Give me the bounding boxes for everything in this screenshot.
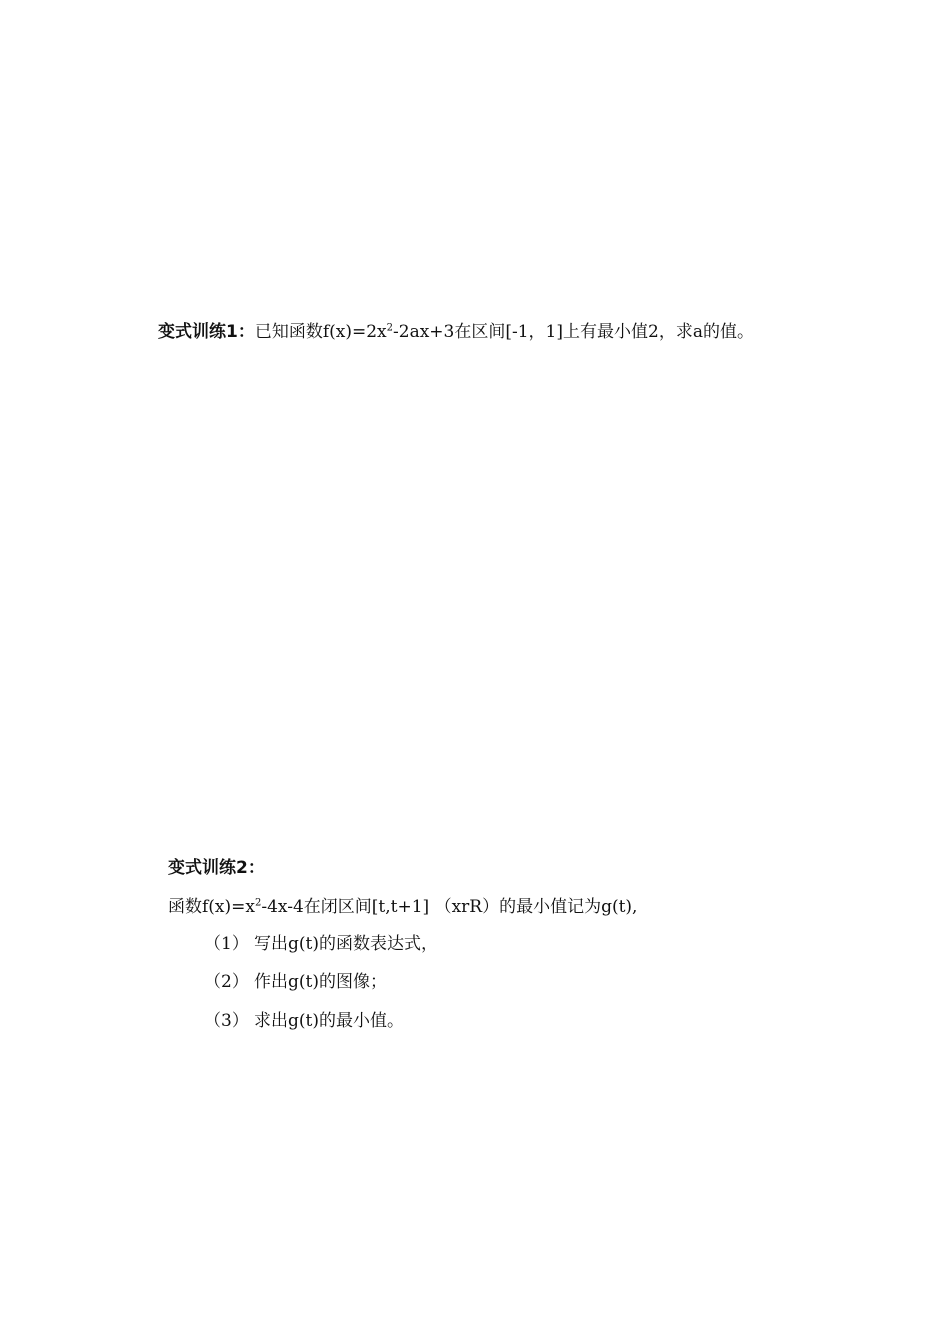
- exercise-1-heading: 变式训练1：: [158, 322, 255, 342]
- exercise-2-exponent: 2: [254, 897, 262, 909]
- item-text: 写出g(t)的函数表达式，: [254, 934, 438, 954]
- exercise-2-text-b: -4x-4在闭区间[t,t+1] （xrR）的最小值记为g(t),: [261, 897, 638, 917]
- exercise-2-item-2: [204, 970, 387, 994]
- item-text: 求出g(t)的最小值。: [254, 1011, 404, 1031]
- exercise-2-heading: 变式训练2：: [168, 858, 265, 878]
- exercise-1-exponent: 2: [386, 322, 394, 334]
- exercise-1-line: [158, 320, 754, 344]
- item-number: （2）: [204, 972, 249, 992]
- exercise-1-text-b: -2ax+3在区间[-1，1]上有最小值2，求a的值。: [393, 322, 754, 342]
- exercise-2-text-a: 函数f(x)=x: [168, 897, 255, 917]
- item-text: 作出g(t)的图像；: [254, 972, 387, 992]
- item-number: （1）: [204, 934, 249, 954]
- exercise-2-problem-line: [168, 895, 637, 919]
- exercise-1-text-a: 已知函数f(x)=2x: [254, 322, 387, 342]
- exercise-2-item-1: [204, 932, 438, 956]
- exercise-2-item-3: [204, 1009, 404, 1033]
- item-number: （3）: [204, 1011, 249, 1031]
